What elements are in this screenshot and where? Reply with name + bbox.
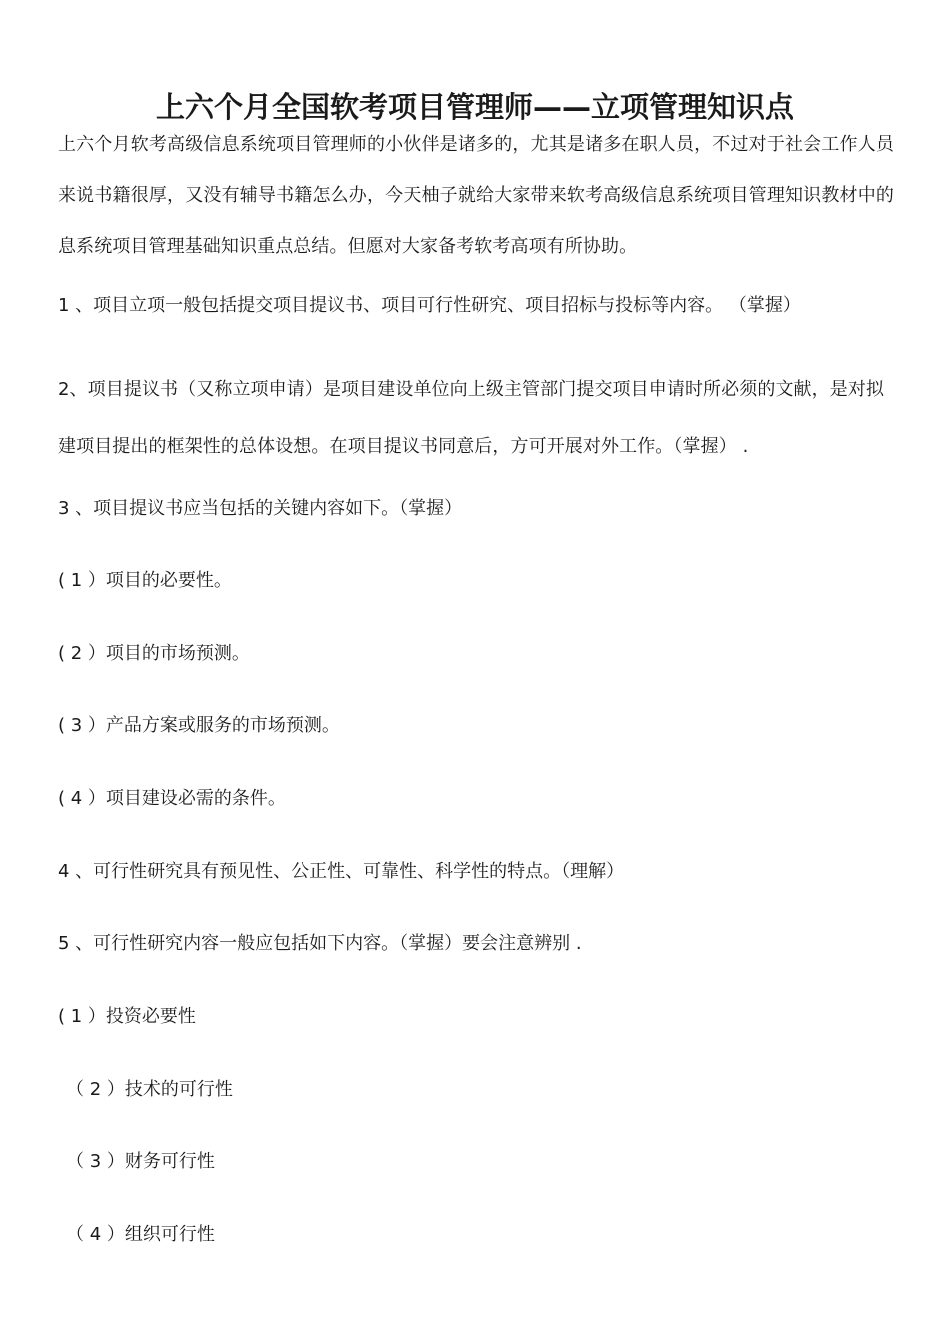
item-2: 2、项目提议书（又称立项申请）是项目建设单位向上级主管部门提交项目申请时所必须的文献，是对拟建项目提出的框架性的总体设想。在项目提议书同意后，方可开展对外工作。（掌握） . (58, 379, 885, 457)
item-3-sub-2: ( 2 ）项目的市场预测。 (58, 643, 250, 664)
item-1: 1 、项目立项一般包括提交项目提议书、项目可行性研究、项目招标与投标等内容。 （掌握） (58, 295, 801, 316)
item-5-sub-3: （ 3 ）财务可行性 (66, 1151, 215, 1172)
item-5-sub-1: ( 1 ）投资必要性 (58, 1006, 196, 1027)
item-4: 4 、可行性研究具有预见性、公正性、可靠性、科学性的特点。（理解） (58, 861, 625, 882)
item-3-sub-1: ( 1 ）项目的必要性。 (58, 570, 232, 591)
item-3-sub-3: ( 3 ）产品方案或服务的市场预测。 (58, 715, 340, 736)
item-5: 5 、可行性研究内容一般应包括如下内容。（掌握）要会注意辨别 . (58, 933, 582, 954)
item-5-sub-4: （ 4 ）组织可行性 (66, 1224, 215, 1245)
item-5-sub-2: （ 2 ）技术的可行性 (66, 1079, 233, 1100)
item-3: 3 、项目提议书应当包括的关键内容如下。（掌握） (58, 498, 463, 519)
item-3-sub-4: ( 4 ）项目建设必需的条件。 (58, 788, 286, 809)
intro-paragraph: 上六个月软考高级信息系统项目管理师的小伙伴是诸多的，尤其是诸多在职人员，不过对于社会工作人员来说书籍很厚，又没有辅导书籍怎么办，今天柚子就给大家带来软考高级信息系统项目管理知识教材中的息系统项目管理基础知识重点总结。但愿对大家备考软考高项有所协助。 (58, 134, 894, 257)
document-title: 上六个月全国软考项目管理师——立项管理知识点 (155, 90, 794, 125)
